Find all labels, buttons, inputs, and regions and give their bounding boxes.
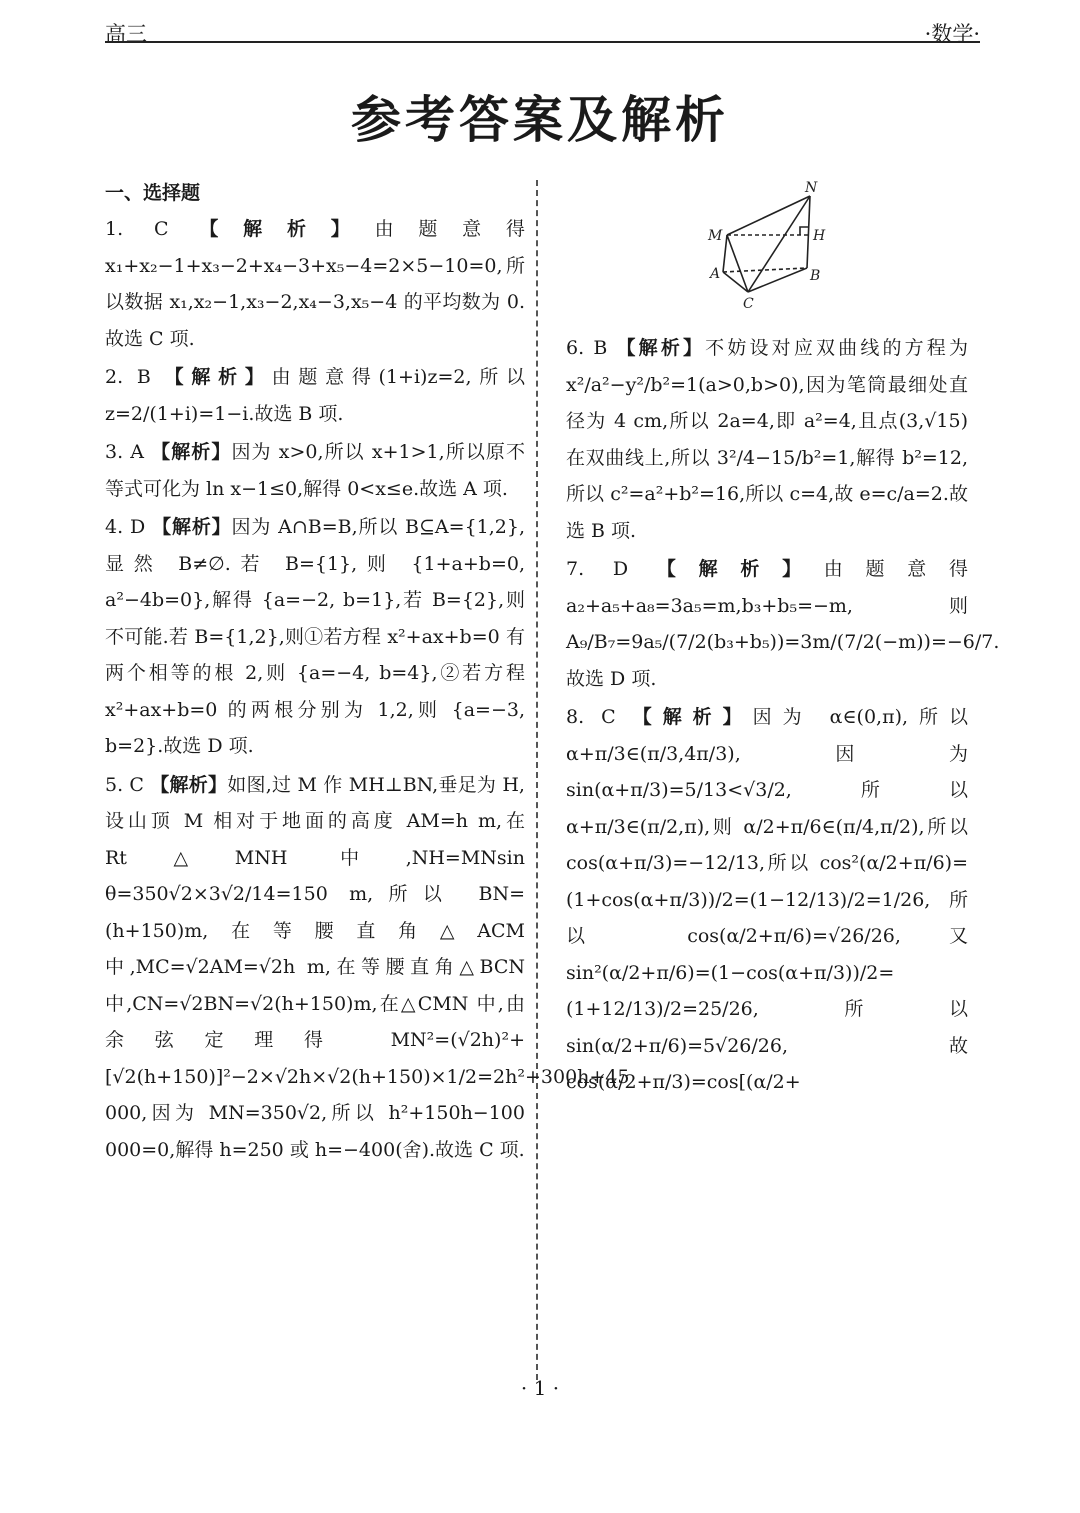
answer-7 bbox=[566, 551, 1000, 697]
analysis-tag: 【解析】 bbox=[150, 773, 228, 796]
header-grade: 高三 bbox=[105, 22, 147, 46]
answer-text: 由题意得(1+i)z=2,所以 z=2/(1+i)=1−i.故选 B 项. bbox=[105, 366, 525, 425]
label-B: B bbox=[810, 268, 821, 284]
edge-MA bbox=[723, 235, 727, 272]
answer-text: 不妨设对应双曲线的方程为 x²/a²−y²/b²=1(a>0,b>0),因为笔筒最细处直径为 4 cm,所以 2a=4,即 a²=4,且点(3,√15)在双曲线上,所以 3²/4−15/b²=1,解得 b²=12,所以 c²=a²+b²=16,所以 c=4,故 e=c/a=2.故选 B 项. bbox=[566, 337, 968, 542]
header-subject: ·数学· bbox=[924, 22, 980, 46]
answer-number: 8. C bbox=[566, 706, 616, 728]
label-A: A bbox=[710, 266, 721, 282]
column-divider bbox=[536, 180, 538, 1380]
edge-CB bbox=[748, 268, 807, 292]
analysis-tag: 【解析】 bbox=[152, 516, 232, 538]
label-C: C bbox=[743, 296, 754, 310]
answer-6 bbox=[566, 330, 968, 549]
answer-text: 因为 α∈(0,π),所以 α+π/3∈(π/3,4π/3),因为 sin(α+π/3)=5/13<√3/2,所以 α+π/3∈(π/2,π),则 α/2+π/6∈(π/4,π/2),所以 cos(α+π/3)=−12/13,所以 cos²(α/2+π/6)=(1+cos(α+π/3))/2=(1−12/13)/2=1/26,所以 cos(α/2+π/6)=√26/26,又 sin²(α/2+π/6)=(1−cos(α+π/3))/2=(1+12/13)/2=25/26,所以 sin(α/2+π/6)=5√26/26,故 cos(α/2+π/3)=cos[(α/2+ bbox=[566, 706, 968, 1093]
analysis-tag: 【解析】 bbox=[151, 441, 232, 463]
right-angle-mark bbox=[800, 227, 808, 235]
answer-number: 1. C bbox=[105, 218, 169, 240]
answer-text: 由题意得 x₁+x₂−1+x₃−2+x₄−3+x₅−4=2×5−10=0,所以数据 x₁,x₂−1,x₃−2,x₄−3,x₅−4 的平均数为 0.故选 C 项. bbox=[105, 218, 525, 350]
answer-2 bbox=[105, 359, 525, 432]
page-number: · 1 · bbox=[520, 1376, 560, 1400]
label-N: N bbox=[805, 180, 818, 196]
answer-text: 由题意得 a₂+a₅+a₈=3a₅=m,b₃+b₅=−m,则 A₉/B₇=9a₅/(7/2(b₃+b₅))=3m/(7/2(−m))=−6/7.故选 D 项. bbox=[566, 558, 1000, 690]
section-title: 一、选择题 bbox=[105, 182, 201, 204]
geometry-figure bbox=[700, 180, 840, 310]
analysis-tag: 【解析】 bbox=[199, 218, 375, 240]
analysis-tag: 【解析】 bbox=[616, 337, 706, 359]
answer-text: 因为 A∩B=B,所以 B⊆A={1,2},显然 B≠∅.若 B={1},则 {1+a+b=0, a²−4b=0},解得 {a=−2, b=1},若 B={2},则不可能.若 B={1,2},则①若方程 x²+ax+b=0 有两个相等的根 2,则 {a=−4, b=4},②若方程 x²+ax+b=0 的两根分别为 1,2,则 {a=−3, b=2}.故选 D 项. bbox=[105, 516, 525, 757]
answer-8 bbox=[566, 699, 968, 1101]
answer-5 bbox=[105, 767, 630, 1169]
label-H: H bbox=[813, 228, 826, 244]
answer-number: 5. C bbox=[105, 773, 144, 796]
answer-4 bbox=[105, 509, 525, 765]
answer-number: 3. A bbox=[105, 441, 144, 463]
answer-1 bbox=[105, 211, 525, 357]
answer-number: 4. D bbox=[105, 516, 146, 538]
analysis-tag: 【解析】 bbox=[164, 366, 272, 388]
answer-number: 7. D bbox=[566, 558, 629, 580]
edge-AB bbox=[723, 268, 807, 272]
right-column bbox=[566, 330, 1000, 1101]
edge-NB bbox=[807, 196, 810, 268]
header-divider bbox=[105, 41, 980, 43]
page-title: 参考答案及解析 bbox=[351, 91, 729, 149]
answer-3 bbox=[105, 434, 525, 507]
answer-text: 如图,过 M 作 MH⊥BN,垂足为 H,设山顶 M 相对于地面的高度 AM=h m,在 Rt△MNH 中,NH=MNsin θ=350√2×3√2/14=150 m,所以 BN=(h+150)m,在等腰直角△ACM 中,MC=√2AM=√2h m,在等腰直角△BCN 中,CN=√2BN=√2(h+150)m,在△CMN 中,由余弦定理得 MN²=(√2h)²+[√2(h+150)]²−2×√2h×√2(h+150)×1/2=2h²+300h+45 000,因为 MN=350√2,所以 h²+150h−100 000=0,解得 h=250 或 h=−400(舍).故选 C 项. bbox=[105, 773, 630, 1161]
answer-text: 因为 x>0,所以 x+1>1,所以原不等式可化为 ln x−1≤0,解得 0<x≤e.故选 A 项. bbox=[105, 441, 525, 500]
answer-number: 2. B bbox=[105, 366, 151, 388]
analysis-tag: 【解析】 bbox=[656, 558, 824, 580]
answer-number: 6. B bbox=[566, 337, 608, 359]
label-M: M bbox=[708, 228, 723, 244]
analysis-tag: 【解析】 bbox=[632, 706, 753, 728]
